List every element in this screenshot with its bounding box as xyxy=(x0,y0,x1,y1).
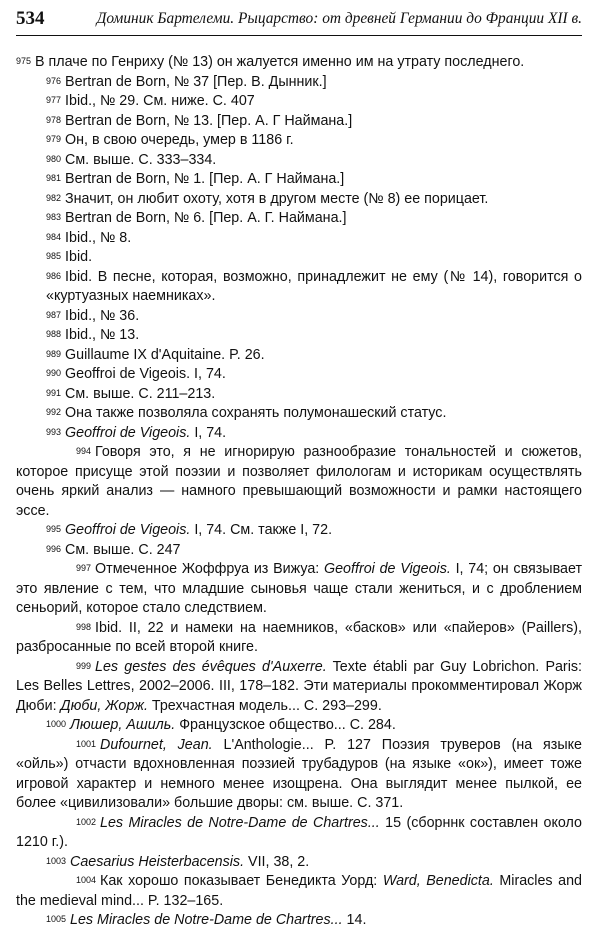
footnote-982: 982 Значит, он любит охоту, хотя в другом месте (№ 8) ее порицает. xyxy=(46,190,489,207)
footnote-981: 981 Bertran de Born, № 1. [Пер. А. Г Наймана.] xyxy=(46,171,345,187)
footnote-991: 991 См. выше. С. 211–213. xyxy=(46,385,216,402)
footnote-977: 977 Ibid., № 29. См. ниже. С. 407 xyxy=(46,93,255,109)
footnotes xyxy=(16,53,582,931)
footnote-1005: 1005 Les Miracles de Notre-Dame de Chartres... 14. xyxy=(46,912,367,928)
footnote-998: 998 Ibid. II, 22 и намеки на наемников, «басков» или «пайеров» (Paillers), разбросанные по всей второй книге. xyxy=(16,619,582,655)
footnote-987: 987 Ibid., № 36. xyxy=(46,307,140,324)
footnote-1000: 1000 Люшер, Ашиль. Французское общество... С. 284. xyxy=(46,717,396,733)
footnote-990: 990 Geoffroi de Vigeois. I, 74. xyxy=(46,366,226,382)
footnote-975: 975 В плаче по Генриху (№ 13) он жалуется именно им на утрату последнего. xyxy=(16,54,525,70)
footnote-984: 984 Ibid., № 8. xyxy=(46,229,132,246)
page-number: 534 xyxy=(16,8,45,29)
footnote-1004: 1004 Как хорошо показывает Бенедикта Уорд: Ward, Benedicta. Miracles and the medieval mind... P. 132–165. xyxy=(16,873,582,909)
footnote-976: 976 Bertran de Born, № 37 [Пер. В. Дынник.] xyxy=(46,73,327,90)
footnote-989: 989 Guillaume IX d'Aquitaine. P. 26. xyxy=(46,346,265,363)
footnote-988: 988 Ibid., № 13. xyxy=(46,327,140,343)
footnote-979: 979 Он, в свою очередь, умер в 1186 г. xyxy=(46,132,294,148)
footnote-996: 996 См. выше. С. 247 xyxy=(46,541,181,558)
footnote-997: 997 Отмеченное Жоффруа из Вижуа: Geoffroi de Vigeois. I, 74; он связывает это явление с тем, что младшие сыновья чаще стали жениться, и с дроблением сеньорий, которое стало следствием. xyxy=(16,561,582,616)
footnote-978: 978 Bertran de Born, № 13. [Пер. А. Г Наймана.] xyxy=(46,112,353,129)
footnote-985: 985 Ibid. xyxy=(46,249,93,265)
footnote-994: 994 Говоря это, я не игнорирую разнообразие тональностей и сюжетов, которое присуще этой поэзии и позволяет филологам и историкам осуществлять очень яркий анализ — намного превышающий возможности и рамки настоящего эссе. xyxy=(16,444,582,519)
footnote-999: 999 Les gestes des évêques d'Auxerre. Texte établi par Guy Lobrichon. Paris: Les Belles Lettres, 2002–2006. III, 178–182. Эти материалы прокомментировал Жорж Дюби: Дюби, Жорж. Трехчастная модель... С. 293–299. xyxy=(16,658,582,714)
footnote-986: 986 Ibid. В песне, которая, возможно, принадлежит не ему (№ 14), говорится о «куртуазных наемниках». xyxy=(46,268,582,304)
footnote-993: 993 Geoffroi de Vigeois. I, 74. xyxy=(46,424,227,441)
page-header xyxy=(16,5,582,36)
running-title: Доминик Бартелеми. Рыцарство: от древней Германии до Франции XII в. xyxy=(96,10,582,27)
footnote-1003: 1003 Caesarius Heisterbacensis. VII, 38, 2. xyxy=(46,853,310,870)
footnote-983: 983 Bertran de Born, № 6. [Пер. А. Г. Наймана.] xyxy=(46,210,347,226)
footnote-992: 992 Она также позволяла сохранять полумонашеский статус. xyxy=(46,405,447,421)
footnote-995: 995 Geoffroi de Vigeois. I, 74. См. также I, 72. xyxy=(46,522,333,538)
footnote-1001: 1001 Dufournet, Jean. L'Anthologie... P. 127 Поэзия труверов (на языке «ойль») отчасти вдохновленная поэзией трубадуров (на языке «ок»), имеет тоже игровой характер и немного менее изощрена. Она выглядит менее пылкой, ее более «цивилизовали» большие дворы: см. выше. С. 371. xyxy=(16,736,582,811)
footnote-1002: 1002 Les Miracles de Notre-Dame de Chartres... 15 (сборннк составлен около 1210 г.). xyxy=(16,814,582,850)
footnote-980: 980 См. выше. С. 333–334. xyxy=(46,151,217,168)
